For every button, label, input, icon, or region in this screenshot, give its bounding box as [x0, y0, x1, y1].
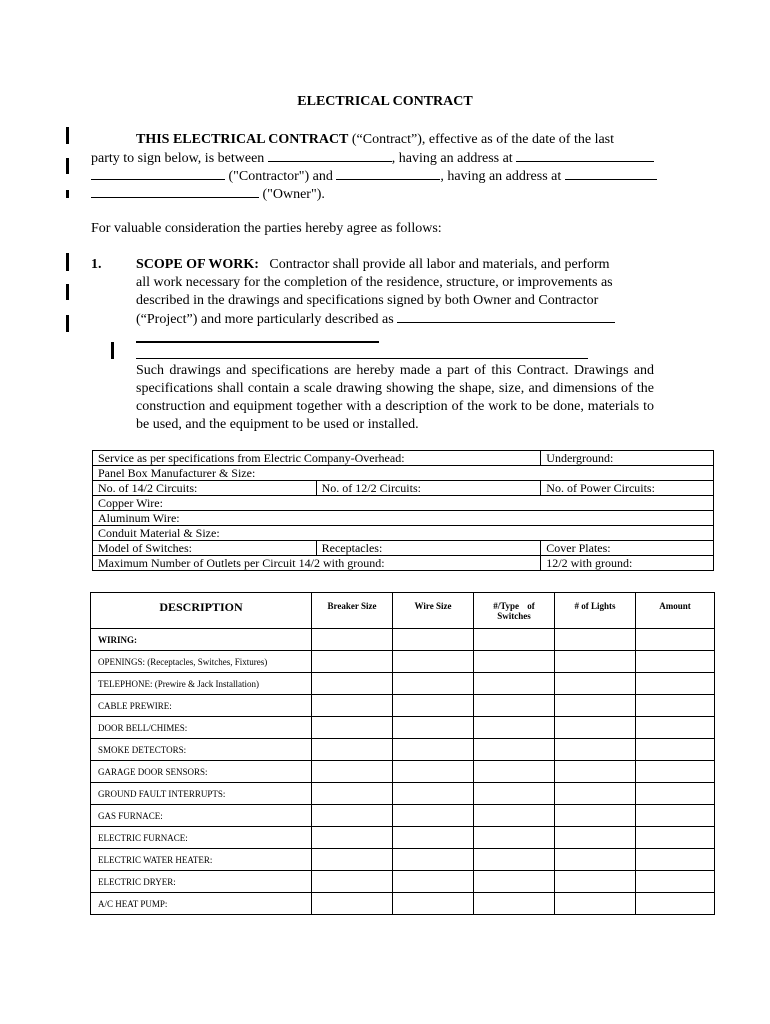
document-title: ELECTRICAL CONTRACT [297, 94, 473, 109]
project-description-blank-3[interactable] [136, 358, 588, 359]
type-of-switches-label-2: Switches [497, 611, 531, 621]
type-of-switches-cell[interactable] [474, 871, 555, 893]
wire-size-cell[interactable] [393, 651, 474, 673]
num-lights-cell[interactable] [555, 673, 636, 695]
description-table-body [91, 629, 715, 915]
intro-text: , having an address at [391, 151, 517, 166]
wire-size-cell[interactable] [393, 695, 474, 717]
table-row [91, 761, 715, 783]
breaker-size-cell[interactable] [312, 805, 393, 827]
cover-plates-cell[interactable]: Cover Plates: [541, 541, 714, 556]
table-row [93, 556, 714, 571]
row-label: WIRING: [91, 629, 312, 651]
amount-cell[interactable] [636, 739, 715, 761]
row-label: A/C HEAT PUMP: [91, 893, 312, 915]
type-of-switches-cell[interactable] [474, 783, 555, 805]
copper-wire-cell[interactable]: Copper Wire: [93, 496, 714, 511]
scope-line-4 [136, 310, 615, 328]
intro-text: party to sign below, is between [91, 151, 268, 166]
amount-cell[interactable] [636, 893, 715, 915]
type-of-switches-cell[interactable] [474, 673, 555, 695]
change-bar [66, 127, 69, 144]
description-header: DESCRIPTION [91, 593, 312, 629]
type-of-switches-cell[interactable] [474, 849, 555, 871]
scope-line-1 [136, 256, 610, 273]
num-lights-cell[interactable] [555, 893, 636, 915]
breaker-size-cell[interactable] [312, 651, 393, 673]
table-row [93, 526, 714, 541]
type-of-switches-cell[interactable] [474, 717, 555, 739]
scope-heading: SCOPE OF WORK: [136, 257, 259, 272]
scope-line-2: all work necessary for the completion of the residence, structure, or improvements as [136, 275, 613, 290]
table-row [91, 629, 715, 651]
num-lights-cell[interactable] [555, 805, 636, 827]
table-row [91, 651, 715, 673]
scope-line-3: described in the drawings and specifications signed by both Owner and Contractor [136, 293, 599, 308]
breaker-size-cell[interactable] [312, 761, 393, 783]
aluminum-wire-cell[interactable]: Aluminum Wire: [93, 511, 714, 526]
change-bar [66, 253, 69, 271]
change-bar [66, 284, 69, 300]
row-label: ELECTRIC WATER HEATER: [91, 849, 312, 871]
table-row [91, 849, 715, 871]
num-lights-cell[interactable] [555, 717, 636, 739]
change-bar [66, 158, 69, 174]
owner-address-blank-2[interactable] [91, 185, 259, 198]
drawings-paragraph: Such drawings and specifications are hereby made a part of this Contract. Drawings and specifications shall contain a scale drawing showing the shape, size, and dimensions of the construction and equipment together with a description of the work to be done, materials to be used, and the equipment to be used or installed. [136, 363, 654, 432]
service-cell[interactable]: Service as per specifications from Electric Company-Overhead: [93, 451, 541, 466]
table-row [91, 871, 715, 893]
table-row [91, 893, 715, 915]
amount-cell[interactable] [636, 871, 715, 893]
breaker-size-cell[interactable] [312, 695, 393, 717]
change-bar [66, 190, 69, 198]
table-row [91, 827, 715, 849]
breaker-size-cell[interactable] [312, 717, 393, 739]
type-of-switches-cell[interactable] [474, 739, 555, 761]
row-label: GARAGE DOOR SENSORS: [91, 761, 312, 783]
circuits-14-2-cell[interactable]: No. of 14/2 Circuits: [93, 481, 317, 496]
wire-size-cell[interactable] [393, 893, 474, 915]
breaker-size-cell[interactable] [312, 849, 393, 871]
wire-size-cell[interactable] [393, 849, 474, 871]
service-spec-table [92, 450, 714, 571]
num-lights-cell[interactable] [555, 761, 636, 783]
project-description-blank-2[interactable] [136, 341, 379, 343]
description-table [90, 592, 715, 915]
wire-size-cell[interactable] [393, 871, 474, 893]
breaker-size-cell[interactable] [312, 871, 393, 893]
intro-line-3 [91, 167, 657, 185]
table-row [93, 466, 714, 481]
amount-cell[interactable] [636, 805, 715, 827]
wire-size-cell[interactable] [393, 629, 474, 651]
num-lights-cell[interactable] [555, 827, 636, 849]
power-circuits-cell[interactable]: No. of Power Circuits: [541, 481, 714, 496]
type-of-switches-cell[interactable] [474, 827, 555, 849]
conduit-cell[interactable]: Conduit Material & Size: [93, 526, 714, 541]
breaker-size-header: Breaker Size [312, 593, 393, 629]
wire-size-cell[interactable] [393, 761, 474, 783]
type-of-switches-cell[interactable] [474, 893, 555, 915]
intro-text: ("Owner"). [259, 187, 325, 202]
panel-box-cell[interactable]: Panel Box Manufacturer & Size: [93, 466, 714, 481]
wire-size-cell[interactable] [393, 717, 474, 739]
wire-size-cell[interactable] [393, 805, 474, 827]
wire-size-cell[interactable] [393, 827, 474, 849]
table-row [93, 511, 714, 526]
row-label: TELEPHONE: (Prewire & Jack Installation) [91, 673, 312, 695]
switches-model-cell[interactable]: Model of Switches: [93, 541, 317, 556]
num-lights-cell[interactable] [555, 739, 636, 761]
intro-line-4 [91, 185, 325, 203]
amount-cell[interactable] [636, 695, 715, 717]
num-lights-cell[interactable] [555, 783, 636, 805]
row-label: GAS FURNACE: [91, 805, 312, 827]
wire-size-cell[interactable] [393, 673, 474, 695]
intro-lead: THIS ELECTRICAL CONTRACT [136, 132, 349, 147]
amount-cell[interactable] [636, 827, 715, 849]
scope-text: Contractor shall provide all labor and materials, and perform [269, 257, 610, 272]
num-lights-cell[interactable] [555, 849, 636, 871]
num-lights-cell[interactable] [555, 629, 636, 651]
table-row [91, 739, 715, 761]
scope-text: (“Project”) and more particularly described as [136, 312, 398, 327]
amount-cell[interactable] [636, 761, 715, 783]
breaker-size-cell[interactable] [312, 673, 393, 695]
project-description-blank[interactable] [397, 310, 615, 323]
receptacles-cell[interactable]: Receptacles: [316, 541, 541, 556]
breaker-size-cell[interactable] [312, 893, 393, 915]
table-row [91, 805, 715, 827]
row-label: OPENINGS: (Receptacles, Switches, Fixtures) [91, 651, 312, 673]
row-label: GROUND FAULT INTERRUPTS: [91, 783, 312, 805]
table-row [93, 496, 714, 511]
underground-cell[interactable]: Underground: [541, 451, 714, 466]
amount-cell[interactable] [636, 673, 715, 695]
num-lights-cell[interactable] [555, 871, 636, 893]
table-header-row [91, 593, 715, 629]
amount-cell[interactable] [636, 651, 715, 673]
intro-text: , having an address at [440, 169, 565, 184]
table-row [91, 673, 715, 695]
table-row [93, 481, 714, 496]
contractor-name-blank[interactable] [268, 149, 392, 162]
amount-cell[interactable] [636, 849, 715, 871]
type-of-switches-cell[interactable] [474, 761, 555, 783]
table-row [91, 695, 715, 717]
breaker-size-cell[interactable] [312, 783, 393, 805]
amount-cell[interactable] [636, 717, 715, 739]
wire-size-header: Wire Size [393, 593, 474, 629]
consideration-text: For valuable consideration the parties hereby agree as follows: [91, 221, 442, 236]
wire-size-cell[interactable] [393, 739, 474, 761]
table-row [93, 451, 714, 466]
circuits-12-2-cell[interactable]: No. of 12/2 Circuits: [316, 481, 541, 496]
type-of-switches-cell[interactable] [474, 629, 555, 651]
with-ground-12-2-cell[interactable]: 12/2 with ground: [541, 556, 714, 571]
change-bar [111, 342, 114, 359]
max-outlets-cell[interactable]: Maximum Number of Outlets per Circuit 14/2 with ground: [93, 556, 541, 571]
amount-cell[interactable] [636, 783, 715, 805]
num-lights-cell[interactable] [555, 695, 636, 717]
owner-address-blank[interactable] [565, 167, 657, 180]
row-label: SMOKE DETECTORS: [91, 739, 312, 761]
intro-line-2 [91, 149, 654, 167]
contractor-address-blank[interactable] [516, 149, 654, 162]
num-lights-header: # of Lights [555, 593, 636, 629]
type-of-switches-cell[interactable] [474, 805, 555, 827]
wire-size-cell[interactable] [393, 783, 474, 805]
scope-number: 1. [91, 257, 102, 272]
amount-header: Amount [636, 593, 715, 629]
intro-text: ("Contractor") and [225, 169, 337, 184]
intro-line-1 [136, 131, 614, 148]
row-label: CABLE PREWIRE: [91, 695, 312, 717]
table-row [91, 717, 715, 739]
intro-line-1-text: (“Contract”), effective as of the date of the last [348, 132, 615, 147]
type-of-switches-header [474, 593, 555, 629]
type-of-switches-cell[interactable] [474, 651, 555, 673]
breaker-size-cell[interactable] [312, 629, 393, 651]
table-row [91, 783, 715, 805]
amount-cell[interactable] [636, 629, 715, 651]
row-label: ELECTRIC DRYER: [91, 871, 312, 893]
change-bar [66, 315, 69, 332]
breaker-size-cell[interactable] [312, 739, 393, 761]
num-lights-cell[interactable] [555, 651, 636, 673]
owner-name-blank[interactable] [336, 167, 440, 180]
contractor-address-blank-2[interactable] [91, 167, 225, 180]
row-label: DOOR BELL/CHIMES: [91, 717, 312, 739]
table-row [93, 541, 714, 556]
type-of-switches-label-1: #/Type of [493, 601, 535, 611]
type-of-switches-cell[interactable] [474, 695, 555, 717]
row-label: ELECTRIC FURNACE: [91, 827, 312, 849]
breaker-size-cell[interactable] [312, 827, 393, 849]
